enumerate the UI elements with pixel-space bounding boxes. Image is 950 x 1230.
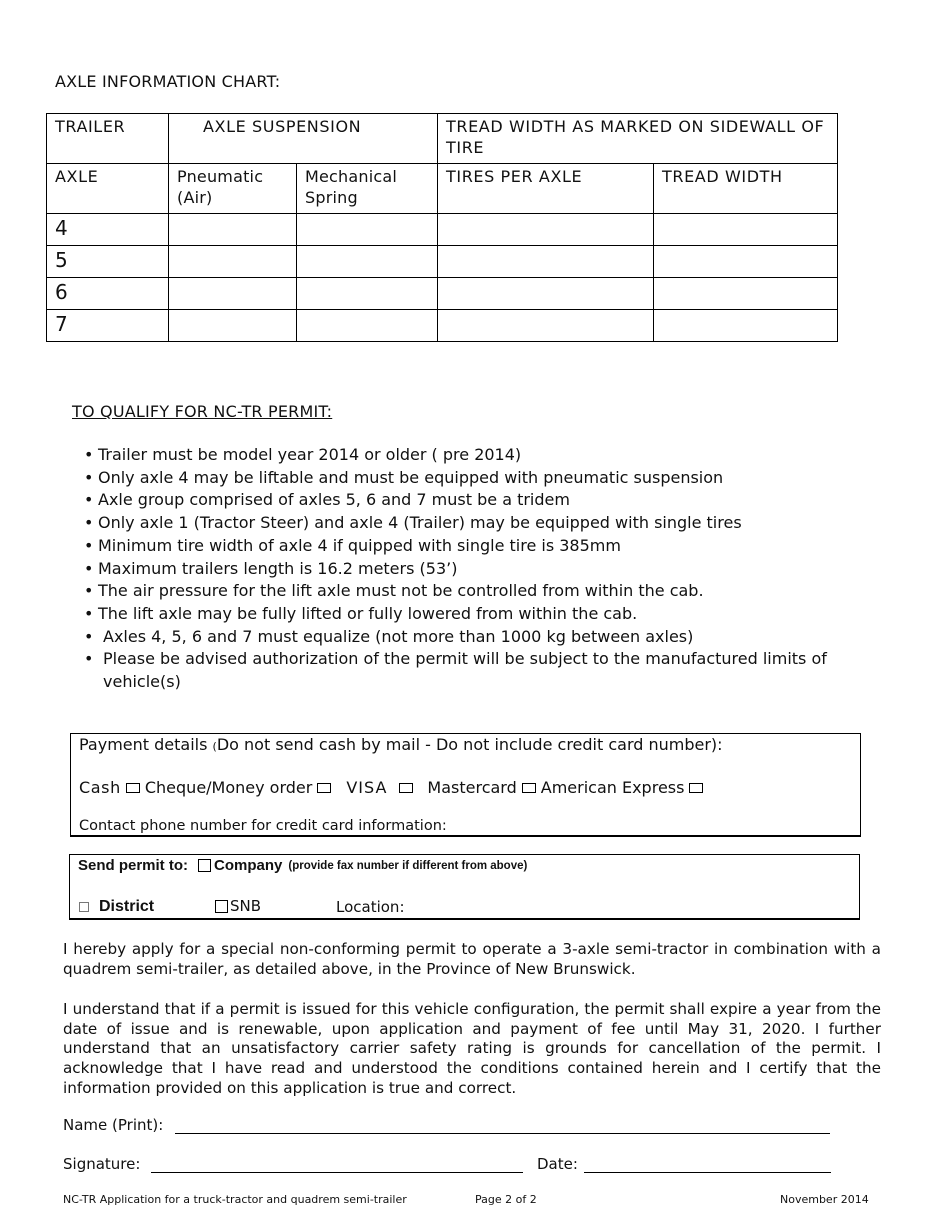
list-item: • The air pressure for the lift axle must not be controlled from within the cab. — [84, 580, 844, 603]
list-item: • Trailer must be model year 2014 or older ( pre 2014) — [84, 444, 844, 467]
contact-phone-field[interactable] — [487, 835, 851, 836]
axle-chart-title: AXLE INFORMATION CHART: — [55, 72, 281, 91]
contact-phone-label: Contact phone number for credit card information: — [79, 818, 447, 834]
cheque-checkbox[interactable] — [317, 783, 331, 793]
name-print-label: Name (Print): — [63, 1116, 164, 1134]
footer-page-number: Page 2 of 2 — [475, 1193, 537, 1206]
company-note: (provide fax number if different from above) — [288, 859, 528, 872]
table-subheader-row — [47, 164, 838, 214]
acknowledgement-paragraph: I understand that if a permit is issued for this vehicle configuration, the permit shall expire a year from the date of issue and is renewable, upon application and payment of fee until May 31, 2020. I further understand that an unsatisfactory carrier safety rating is grounds for cancellation of the permit. I acknowledge that I have read and understood the conditions contained herein and I certify that the information provided on this application is true and correct. — [63, 1000, 881, 1097]
footer-form-title: NC-TR Application for a truck-tractor and quadrem semi-trailer — [63, 1193, 407, 1206]
axle-number: 6 — [47, 278, 169, 310]
tread-width-cell[interactable] — [654, 310, 838, 342]
pneumatic-cell[interactable] — [169, 214, 297, 246]
header-tires-per-axle: TIRES PER AXLE — [438, 164, 654, 214]
header-tread-width: TREAD WIDTH — [654, 164, 838, 214]
name-print-field[interactable] — [175, 1133, 830, 1134]
snb-checkbox[interactable] — [215, 900, 228, 913]
district-option — [79, 898, 154, 916]
mechanical-cell[interactable] — [297, 214, 438, 246]
payment-note: Do not send cash by mail - Do not include credit card number): — [216, 735, 723, 754]
send-permit-row — [78, 857, 527, 874]
payment-methods — [79, 778, 708, 797]
mechanical-cell[interactable] — [297, 246, 438, 278]
header-trailer: TRAILER — [47, 114, 169, 164]
signature-field[interactable] — [151, 1172, 523, 1173]
payment-method-cheque: Cheque/Money order — [144, 778, 313, 797]
send-permit-label: Send permit to: — [78, 857, 189, 874]
axle-number: 4 — [47, 214, 169, 246]
company-label: Company — [214, 857, 283, 874]
mastercard-checkbox[interactable] — [522, 783, 536, 793]
district-label: District — [99, 898, 155, 915]
tread-width-cell[interactable] — [654, 246, 838, 278]
qualify-title: TO QUALIFY FOR NC-TR PERMIT: — [72, 402, 333, 421]
date-field[interactable] — [584, 1172, 831, 1173]
header-axle-suspension: AXLE SUSPENSION — [169, 114, 438, 164]
table-header-row — [47, 114, 838, 164]
list-item: • Only axle 1 (Tractor Steer) and axle 4 (Trailer) may be equipped with single tires — [84, 512, 844, 535]
snb-label: SNB — [230, 897, 262, 915]
list-item: • Please be advised authorization of the permit will be subject to the manufactured limits of vehicle(s) — [84, 648, 844, 693]
list-item: • The lift axle may be fully lifted or fully lowered from within the cab. — [84, 603, 844, 626]
tires-per-axle-cell[interactable] — [438, 278, 654, 310]
date-label: Date: — [537, 1155, 578, 1173]
list-item: • Minimum tire width of axle 4 if quipped with single tire is 385mm — [84, 535, 844, 558]
payment-method-amex: American Express — [540, 778, 685, 797]
mechanical-cell[interactable] — [297, 278, 438, 310]
header-mechanical: Mechanical Spring — [297, 164, 438, 214]
pneumatic-cell[interactable] — [169, 278, 297, 310]
payment-label: Payment details — [79, 735, 213, 754]
payment-details-heading — [79, 735, 723, 754]
table-row — [47, 246, 838, 278]
payment-method-mastercard: Mastercard — [427, 778, 517, 797]
cash-checkbox[interactable] — [126, 783, 140, 793]
tires-per-axle-cell[interactable] — [438, 310, 654, 342]
tires-per-axle-cell[interactable] — [438, 214, 654, 246]
visa-checkbox[interactable] — [399, 783, 413, 793]
payment-method-visa: VISA — [346, 778, 388, 797]
list-item: • Axles 4, 5, 6 and 7 must equalize (not more than 1000 kg between axles) — [84, 626, 844, 649]
snb-option — [215, 897, 261, 915]
table-row — [47, 278, 838, 310]
tread-width-cell[interactable] — [654, 278, 838, 310]
tread-width-cell[interactable] — [654, 214, 838, 246]
table-row — [47, 310, 838, 342]
header-pneumatic: Pneumatic (Air) — [169, 164, 297, 214]
qualify-list — [84, 444, 844, 694]
signature-label: Signature: — [63, 1155, 141, 1173]
header-axle: AXLE — [47, 164, 169, 214]
header-tread-width-marked: TREAD WIDTH AS MARKED ON SIDEWALL OF TIRE — [438, 114, 838, 164]
location-label: Location: — [336, 898, 405, 916]
table-row — [47, 214, 838, 246]
company-checkbox[interactable] — [198, 859, 211, 872]
payment-method-cash: Cash — [79, 778, 121, 797]
list-item: • Maximum trailers length is 16.2 meters (53’) — [84, 558, 844, 581]
axle-information-table — [46, 113, 838, 342]
tires-per-axle-cell[interactable] — [438, 246, 654, 278]
application-paragraph: I hereby apply for a special non-conforming permit to operate a 3-axle semi-tractor in combination with a quadrem semi-trailer, as detailed above, in the Province of New Brunswick. — [63, 940, 881, 978]
list-item: • Only axle 4 may be liftable and must be equipped with pneumatic suspension — [84, 467, 844, 490]
pneumatic-cell[interactable] — [169, 310, 297, 342]
axle-number: 5 — [47, 246, 169, 278]
pneumatic-cell[interactable] — [169, 246, 297, 278]
district-checkbox[interactable] — [79, 902, 89, 912]
amex-checkbox[interactable] — [689, 783, 703, 793]
footer-date: November 2014 — [780, 1193, 869, 1206]
axle-number: 7 — [47, 310, 169, 342]
mechanical-cell[interactable] — [297, 310, 438, 342]
payment-paren: ( — [212, 740, 217, 753]
list-item: • Axle group comprised of axles 5, 6 and 7 must be a tridem — [84, 489, 844, 512]
